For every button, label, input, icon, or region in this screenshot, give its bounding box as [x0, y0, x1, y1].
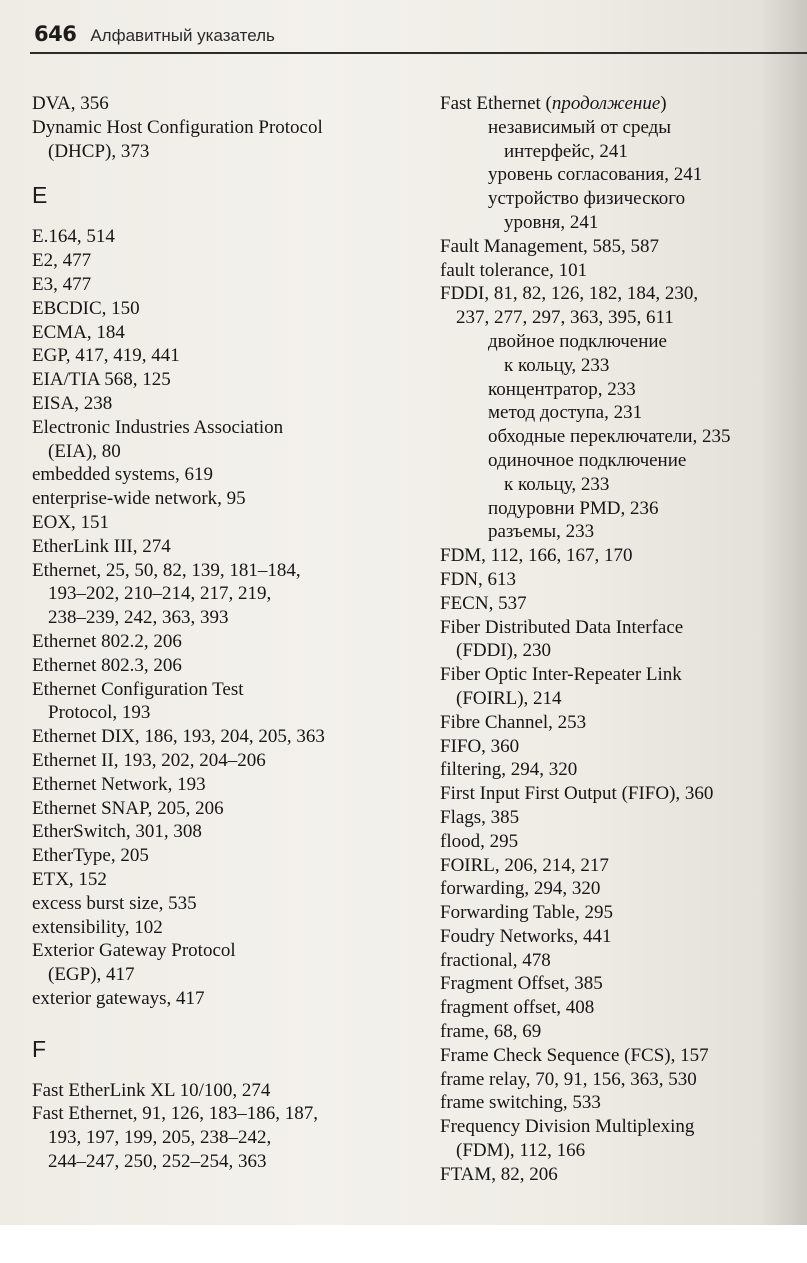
index-entry: EBCDIC, 150 — [32, 297, 140, 319]
spacer — [32, 1061, 427, 1079]
index-entry: 244–247, 250, 252–254, 363 — [48, 1151, 267, 1173]
index-entry: DVA, 356 — [32, 93, 109, 114]
index-entry: fractional, 478 — [440, 949, 551, 971]
index-subentry: метод доступа, 231 — [488, 402, 643, 424]
index-entry: First Input First Output (FIFO), 360 — [440, 783, 714, 805]
bottom-margin — [0, 1225, 807, 1263]
page-number: 646 — [34, 22, 77, 46]
index-entry: 237, 277, 297, 363, 395, 611 — [456, 307, 674, 329]
index-entry: E.164, 514 — [32, 226, 115, 248]
index-entry: FDN, 613 — [440, 568, 517, 590]
index-entry: FIFO, 360 — [440, 735, 520, 757]
index-entry: Protocol, 193 — [48, 702, 151, 724]
index-entry: (EGP), 417 — [48, 964, 135, 986]
entry-text: Fast Ethernet ( — [440, 93, 552, 114]
index-letter-heading: F — [32, 1035, 47, 1062]
index-entry: Fast Ethernet, 91, 126, 183–186, 187, — [32, 1103, 319, 1125]
index-entry: (DHCP), 373 — [48, 140, 150, 162]
index-entry: EtherLink III, 274 — [32, 535, 171, 557]
index-entry: Fiber Distributed Data Interface — [440, 616, 684, 638]
index-entry: E3, 477 — [32, 273, 92, 295]
spacer — [32, 1011, 427, 1037]
index-subentry: к кольцу, 233 — [504, 473, 610, 495]
index-entry: Fast EtherLink XL 10/100, 274 — [32, 1079, 271, 1101]
index-entry: Ethernet 802.2, 206 — [32, 630, 182, 652]
index-subentry: обходные переключатели, 235 — [488, 426, 731, 448]
index-entry: Ethernet Configuration Test — [32, 678, 244, 700]
index-entry: Ethernet Network, 193 — [32, 773, 206, 795]
index-entry: EGP, 417, 419, 441 — [32, 345, 180, 367]
index-entry: Electronic Industries Association — [32, 416, 284, 438]
page-header — [34, 22, 275, 52]
index-entry: FDDI, 81, 82, 126, 182, 184, 230, — [440, 283, 699, 305]
index-entry: 193, 197, 199, 205, 238–242, — [48, 1127, 272, 1149]
index-entry: Foudry Networks, 441 — [440, 925, 612, 947]
index-entry: Ethernet SNAP, 205, 206 — [32, 797, 224, 819]
index-entry: E2, 477 — [32, 250, 92, 272]
index-entry: flood, 295 — [440, 830, 519, 852]
index-entry: (EIA), 80 — [48, 440, 121, 462]
spacer — [32, 207, 427, 225]
index-entry: ECMA, 184 — [32, 321, 125, 343]
index-subentry: подуровни PMD, 236 — [488, 497, 659, 519]
index-entry: FOIRL, 206, 214, 217 — [440, 854, 609, 876]
index-entry: (FDDI), 230 — [456, 640, 551, 662]
index-letter-heading: E — [32, 182, 48, 209]
index-entry: Frame Check Sequence (FCS), 157 — [440, 1044, 709, 1066]
entry-text-suffix: ) — [660, 93, 667, 114]
index-entry: EISA, 238 — [32, 392, 113, 414]
index-subentry: одиночное подключение — [488, 449, 687, 471]
index-subentry: интерфейс, 241 — [504, 140, 628, 162]
index-entry: enterprise-wide network, 95 — [32, 488, 246, 510]
index-entry: frame, 68, 69 — [440, 1021, 542, 1043]
index-entry: Fiber Optic Inter-Repeater Link — [440, 664, 682, 686]
spacer — [32, 163, 427, 183]
index-entry: Flags, 385 — [440, 806, 520, 828]
index-entry: 193–202, 210–214, 217, 219, — [48, 583, 272, 605]
index-entry: Fragment Offset, 385 — [440, 973, 603, 995]
index-entry: Forwarding Table, 295 — [440, 902, 613, 924]
index-entry: Frequency Division Multiplexing — [440, 1116, 695, 1138]
index-column-left — [32, 92, 427, 1174]
index-subentry: уровня, 241 — [504, 211, 599, 233]
index-entry: Ethernet DIX, 186, 193, 204, 205, 363 — [32, 726, 325, 748]
index-entry: (FDM), 112, 166 — [456, 1140, 586, 1162]
index-entry: excess burst size, 535 — [32, 892, 197, 914]
index-entry — [440, 92, 805, 116]
index-entry: 238–239, 242, 363, 393 — [48, 607, 229, 629]
index-entry: Ethernet 802.3, 206 — [32, 654, 182, 676]
section-title: Алфавитный указатель — [90, 26, 275, 45]
index-entry: ETX, 152 — [32, 868, 107, 890]
index-subentry: к кольцу, 233 — [504, 354, 610, 376]
index-entry: Ethernet, 25, 50, 82, 139, 181–184, — [32, 559, 301, 581]
index-entry: Fault Management, 585, 587 — [440, 235, 659, 257]
header-rule — [30, 52, 807, 54]
index-entry: frame relay, 70, 91, 156, 363, 530 — [440, 1068, 697, 1090]
index-entry: Exterior Gateway Protocol — [32, 940, 236, 962]
index-subentry: концентратор, 233 — [488, 378, 636, 400]
index-entry: filtering, 294, 320 — [440, 759, 578, 781]
index-entry: forwarding, 294, 320 — [440, 878, 601, 900]
index-subentry: устройство физического — [488, 188, 686, 210]
index-entry: EIA/TIA 568, 125 — [32, 369, 171, 391]
index-entry: EOX, 151 — [32, 511, 110, 533]
index-subentry: уровень согласования, 241 — [488, 164, 703, 186]
index-entry: FECN, 537 — [440, 592, 527, 614]
index-entry: FDM, 112, 166, 167, 170 — [440, 545, 633, 567]
index-entry: Fibre Channel, 253 — [440, 711, 587, 733]
index-subentry: независимый от среды — [488, 116, 672, 138]
index-subentry: разъемы, 233 — [488, 521, 595, 543]
index-entry: EtherSwitch, 301, 308 — [32, 821, 202, 843]
index-entry: extensibility, 102 — [32, 916, 163, 938]
index-column-right — [440, 92, 805, 1187]
continuation-note: продолжение — [551, 93, 661, 114]
index-subentry: двойное подключение — [488, 330, 667, 352]
index-entry: (FOIRL), 214 — [456, 687, 562, 709]
index-entry: exterior gateways, 417 — [32, 987, 205, 1009]
index-entry: Dynamic Host Configuration Protocol — [32, 116, 323, 138]
index-entry: EtherType, 205 — [32, 845, 149, 867]
index-entry: Ethernet II, 193, 202, 204–206 — [32, 749, 266, 771]
index-entry: frame switching, 533 — [440, 1092, 601, 1114]
index-entry: fault tolerance, 101 — [440, 259, 588, 281]
index-entry: FTAM, 82, 206 — [440, 1163, 558, 1185]
index-entry: fragment offset, 408 — [440, 997, 595, 1019]
index-entry: embedded systems, 619 — [32, 464, 214, 486]
